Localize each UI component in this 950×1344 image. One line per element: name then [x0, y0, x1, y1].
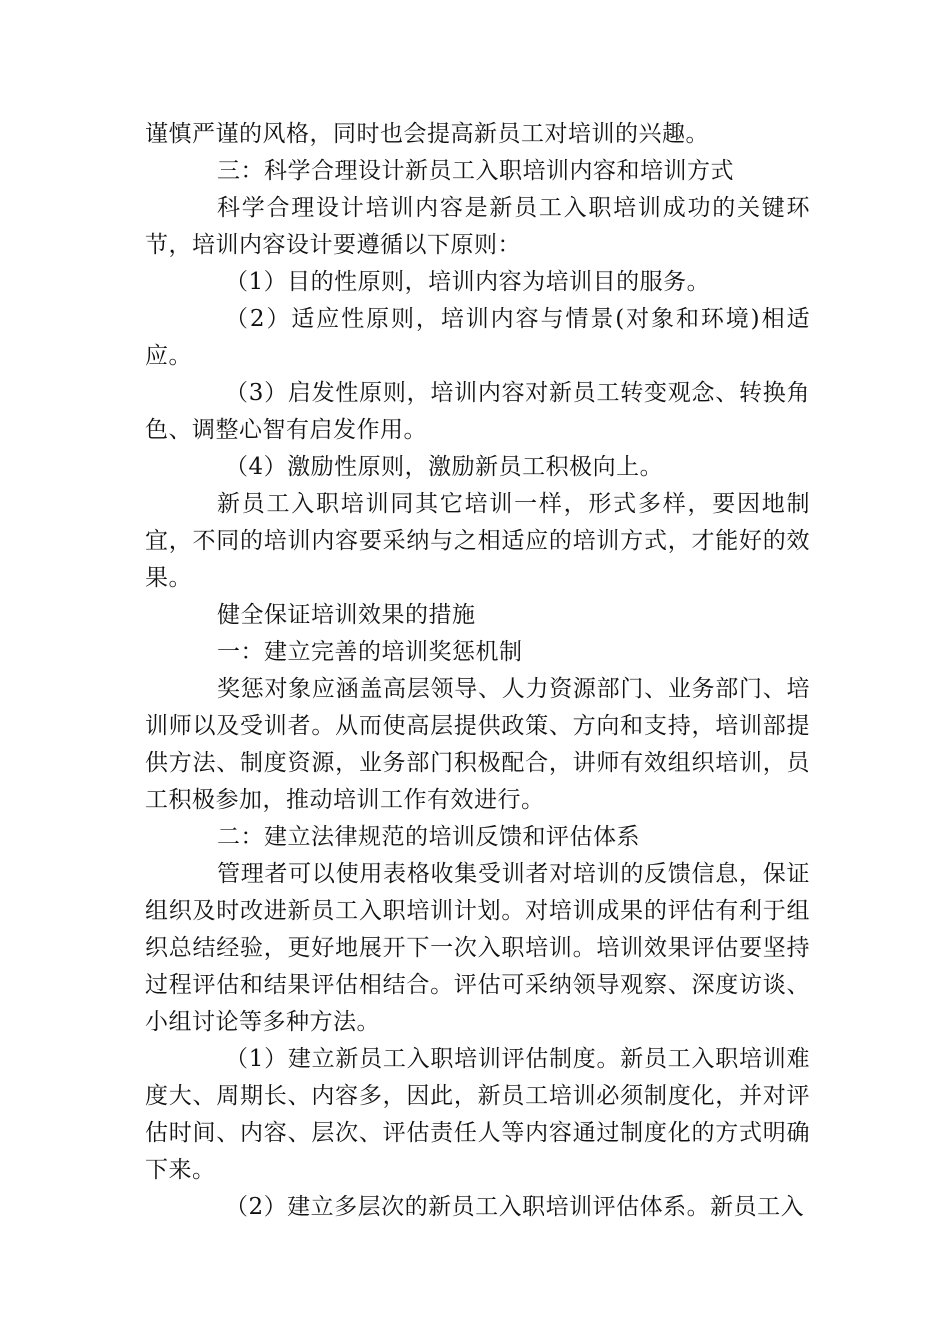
list-item: （1）目的性原则，培训内容为培训目的服务。	[225, 269, 711, 295]
list-item: （2）建立多层次的新员工入职培训评估体系。新员工入	[225, 1194, 805, 1220]
paragraph: 新员工入职培训同其它培训一样，形式多样，要因地制宜，不同的培训内容要采纳与之相适应的培训方式，才能好的效果。	[145, 491, 810, 591]
paragraph-continuation: 谨慎严谨的风格，同时也会提高新员工对培训的兴趣。	[145, 121, 709, 147]
list-item: （1）建立新员工入职培训评估制度。新员工入职培训难度大、周期长、内容多，因此，新员工培训必须制度化，并对评估时间、内容、层次、评估责任人等内容通过制度化的方式明确下来。	[145, 1046, 810, 1183]
section-heading: 健全保证培训效果的措施	[217, 602, 476, 628]
section-heading-3: 三：科学合理设计新员工入职培训内容和培训方式	[217, 158, 734, 184]
paragraph: 奖惩对象应涵盖高层领导、人力资源部门、业务部门、培训师以及受训者。从而使高层提供政策、方向和支持，培训部提供方法、制度资源，业务部门积极配合，讲师有效组织培训，员工积极参加，推动培训工作有效进行。	[145, 676, 810, 813]
section-heading-1: 一：建立完善的培训奖惩机制	[217, 639, 523, 665]
document-body	[145, 116, 810, 1226]
paragraph: 管理者可以使用表格收集受训者对培训的反馈信息，保证组织及时改进新员工入职培训计划。对培训成果的评估有利于组织总结经验，更好地展开下一次入职培训。培训效果评估要坚持过程评估和结果评估相结合。评估可采纳领导观察、深度访谈、小组讨论等多种方法。	[145, 861, 810, 1035]
list-item: （2）适应性原则，培训内容与情景(对象和环境)相适应。	[145, 306, 810, 369]
paragraph: 科学合理设计培训内容是新员工入职培训成功的关键环节，培训内容设计要遵循以下原则：	[145, 195, 810, 258]
section-heading-2: 二：建立法律规范的培训反馈和评估体系	[217, 824, 640, 850]
list-item: （4）激励性原则，激励新员工积极向上。	[225, 454, 664, 480]
list-item: （3）启发性原则，培训内容对新员工转变观念、转换角色、调整心智有启发作用。	[145, 380, 810, 443]
